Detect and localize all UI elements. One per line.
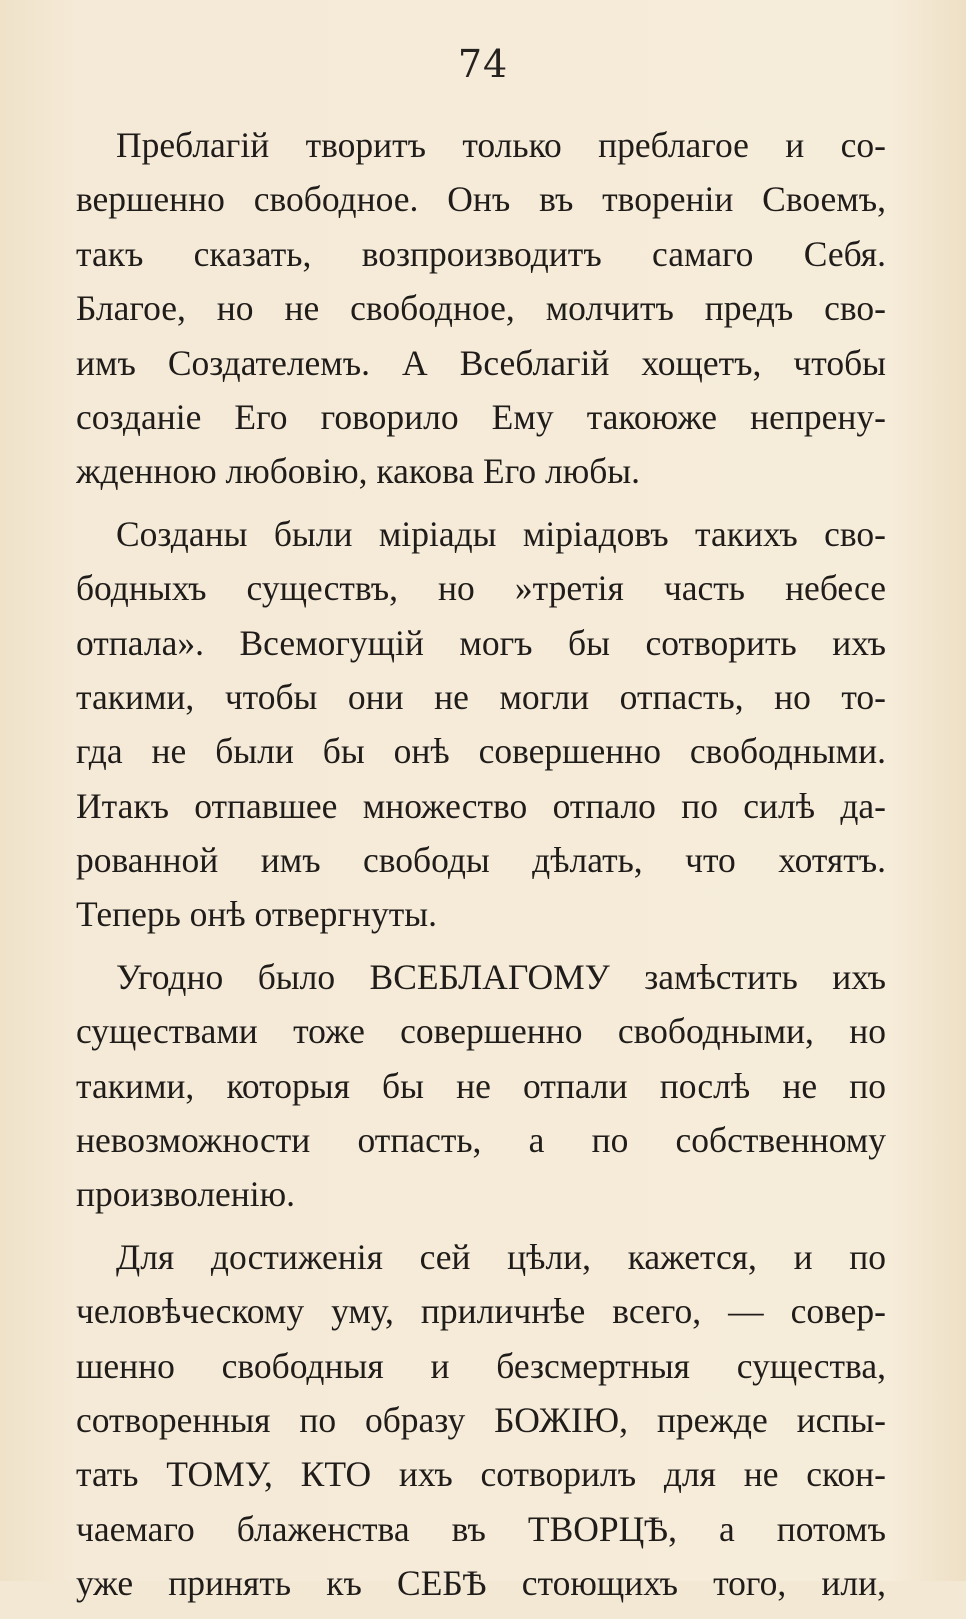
page-number: 74 [457, 42, 509, 86]
text-line: Итакъ отпавшее множество отпало по силѣ да- [76, 785, 886, 826]
text-line: шенно свободныя и безсмертныя существа, [76, 1345, 886, 1386]
text-line: сотворенныя по образу БОЖІЮ, прежде испы- [76, 1399, 886, 1440]
text-line: бодныхъ существъ, но »третія часть небесе [76, 568, 886, 609]
body-text [76, 118, 886, 1619]
text-line: созданіе Его говорило Ему такоюже непрену- [76, 396, 886, 437]
text-line: Угодно было ВСЕБЛАГОМУ замѣстить ихъ [116, 956, 886, 997]
text-line: Созданы были міріады міріадовъ такихъ сво- [116, 513, 886, 554]
text-line: имъ Создателемъ. А Всеблагій хощетъ, чтобы [76, 342, 886, 383]
text-line: отпала». Всемогущій могъ бы сотворить ихъ [76, 622, 886, 663]
text-line: человѣческому уму, приличнѣе всего, — совер- [76, 1291, 886, 1332]
text-line: Для достиженія сей цѣли, кажется, и по [116, 1236, 886, 1277]
paragraph [76, 950, 886, 1222]
text-line: вершенно свободное. Онъ въ твореніи Своемъ, [76, 179, 886, 220]
paragraph [76, 118, 886, 499]
text-line: Благое, но не свободное, молчитъ предъ сво- [76, 288, 886, 329]
text-line: жденною любовію, какова Его любы. [76, 451, 641, 492]
text-line: такъ сказать, возпроизводитъ самаго Себя. [76, 233, 886, 274]
text-line: невозможности отпасть, а по собственному [76, 1120, 886, 1161]
paragraph [76, 1230, 886, 1611]
text-line: такими, которыя бы не отпали послѣ не по [76, 1065, 886, 1106]
paragraph [76, 507, 886, 942]
text-line: уже принять къ СЕБѢ стоющихъ того, или, [76, 1563, 886, 1604]
text-line: гда не были бы онѣ совершенно свободными. [76, 731, 886, 772]
text-line: существами тоже совершенно свободными, но [76, 1011, 886, 1052]
text-line: такими, чтобы они не могли отпасть, но то- [76, 676, 886, 717]
text-line: тать ТОМУ, КТО ихъ сотворилъ для не скон- [76, 1454, 886, 1495]
text-line: Теперь онѣ отвергнуты. [76, 894, 437, 935]
text-line: рованной имъ свободы дѣлать, что хотятъ. [76, 840, 886, 881]
text-line: произволенію. [76, 1174, 296, 1215]
text-line: чаемаго блаженства въ ТВОРЦѢ, а потомъ [76, 1508, 886, 1549]
text-line: Преблагій творитъ только преблагое и со- [116, 125, 886, 165]
